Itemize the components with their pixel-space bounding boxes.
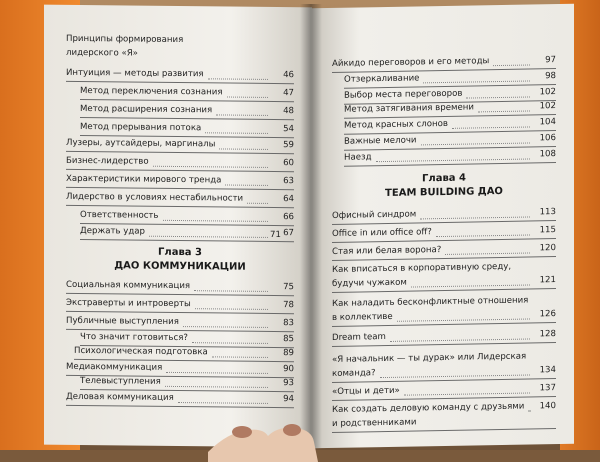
toc-page-number: 97 bbox=[545, 55, 556, 66]
toc-entry-title: Метод красных слонов bbox=[344, 118, 448, 131]
leader-dots bbox=[528, 410, 530, 411]
toc-page-number: 78 bbox=[283, 300, 294, 311]
toc-page-number: 93 bbox=[283, 378, 294, 389]
leader-dots bbox=[421, 142, 530, 145]
toc-page-number: 89 bbox=[283, 348, 294, 359]
toc-entry-title: команда? bbox=[332, 368, 376, 379]
leader-dots bbox=[153, 166, 268, 168]
leader-dots bbox=[376, 158, 530, 162]
toc-page-number: 48 bbox=[283, 106, 294, 117]
toc-entry-title: Метод прерывания потока bbox=[80, 121, 202, 134]
leader-dots bbox=[404, 392, 530, 395]
leader-dots bbox=[195, 308, 268, 310]
toc-page-number: 75 bbox=[283, 282, 294, 293]
toc-entry-title: Важные мелочи bbox=[344, 135, 417, 147]
toc-entry-title: Деловая коммуникация bbox=[66, 391, 174, 403]
toc-page-number: 113 bbox=[539, 207, 556, 218]
toc-entry-title: в коллективе bbox=[332, 311, 393, 323]
toc-page-number: 71 bbox=[270, 229, 281, 241]
right-toc-list bbox=[312, 4, 574, 449]
left-page bbox=[44, 5, 312, 448]
leader-dots bbox=[163, 220, 268, 222]
toc-entry bbox=[66, 49, 294, 63]
toc-entry-title: Лузеры, аутсайдеры, маргиналы bbox=[66, 137, 216, 150]
toc-entry-title: Интуиция — методы развития bbox=[66, 67, 204, 80]
toc-page-number: 54 bbox=[283, 124, 294, 135]
toc-entry-title: Как создать деловую команду с друзьями bbox=[332, 401, 525, 415]
leader-dots bbox=[183, 326, 268, 328]
fingernail bbox=[232, 426, 252, 438]
toc-entry-title: Медиакоммуникация bbox=[66, 361, 163, 373]
toc-entry-title: будучи чужаком bbox=[332, 277, 407, 289]
toc-page-number: 102 bbox=[539, 101, 556, 112]
toc-entry bbox=[332, 296, 556, 312]
toc-entry-title: Отзеркаливание bbox=[344, 73, 420, 85]
toc-page-number: 140 bbox=[539, 401, 556, 412]
toc-entry-title: «Отцы и дети» bbox=[332, 385, 400, 397]
toc-entry-title: Как вписаться в корпоративную среду, bbox=[332, 261, 512, 275]
toc-page-number: 115 bbox=[539, 225, 556, 236]
toc-page-number: 90 bbox=[283, 364, 294, 375]
toc-entry-title: Метод затягивания времени bbox=[344, 102, 474, 115]
toc-entry-title: Офисный синдром bbox=[332, 209, 417, 221]
toc-entry-title: и родственниками bbox=[332, 417, 417, 429]
toc-page-number: 108 bbox=[539, 149, 556, 160]
chapter-label: Глава 4 bbox=[422, 172, 466, 185]
toc-entry bbox=[332, 402, 556, 418]
book-gutter-shadow bbox=[300, 4, 322, 448]
toc-entry-title: Характеристики мирового тренда bbox=[66, 173, 222, 186]
toc-page-number: 102 bbox=[539, 87, 556, 98]
toc-entry bbox=[332, 262, 556, 278]
leader-dots bbox=[466, 96, 530, 98]
toc-entry-title: Office in или office off? bbox=[332, 227, 432, 239]
toc-entry-title: Как наладить бесконфликтные отношения bbox=[332, 295, 529, 309]
leader-dots bbox=[194, 290, 268, 292]
toc-page-number: 120 bbox=[539, 243, 556, 254]
leader-dots bbox=[397, 318, 530, 321]
toc-entry bbox=[332, 352, 556, 368]
leader-dots bbox=[166, 372, 268, 374]
leader-dots bbox=[411, 284, 530, 287]
right-page bbox=[312, 4, 574, 449]
toc-entry-title: лидерского «Я» bbox=[66, 47, 138, 59]
toc-entry-title: Социальная коммуникация bbox=[66, 279, 191, 292]
leader-dots bbox=[380, 374, 530, 378]
toc-page-number: 98 bbox=[545, 71, 556, 82]
toc-page-number: 134 bbox=[539, 365, 556, 376]
leader-dots bbox=[165, 386, 268, 388]
toc-entry-title: Психологическая подготовка bbox=[74, 345, 208, 358]
toc-entry-title: «Я начальник — ты дурак» или Лидерская bbox=[332, 351, 527, 365]
toc-entry-title: Метод переключения сознания bbox=[80, 85, 223, 98]
toc-entry-title: Держать удар bbox=[80, 225, 146, 237]
leader-dots bbox=[205, 132, 268, 134]
leader-dots bbox=[247, 203, 268, 204]
toc-page-number: 63 bbox=[283, 176, 294, 187]
toc-entry-title: Айкидо переговоров и его методы bbox=[332, 56, 490, 69]
leader-dots bbox=[149, 236, 268, 238]
toc-page-number: 85 bbox=[283, 334, 294, 345]
hand-fingers bbox=[208, 402, 318, 462]
leader-dots bbox=[452, 126, 530, 128]
leader-dots bbox=[420, 216, 530, 219]
toc-page-number: 59 bbox=[283, 140, 294, 151]
leader-dots bbox=[208, 78, 268, 80]
toc-entry-title: Ответственность bbox=[80, 209, 159, 221]
toc-page-number: 83 bbox=[283, 318, 294, 329]
toc-entry-title: Dream team bbox=[332, 331, 386, 343]
toc-entry-title: Телевыступления bbox=[80, 375, 161, 387]
leader-dots bbox=[445, 252, 530, 254]
leader-dots bbox=[225, 184, 268, 185]
leader-dots bbox=[212, 356, 268, 358]
toc-entry-title: Бизнес-лидерство bbox=[66, 155, 149, 167]
toc-entry-title: Экстраверты и интроверты bbox=[66, 297, 191, 310]
toc-page-number: 46 bbox=[283, 70, 294, 81]
leader-dots bbox=[219, 148, 268, 150]
toc-page-number: 64 bbox=[283, 194, 294, 205]
toc-entry-title: Принципы формирования bbox=[66, 33, 184, 46]
toc-entry-title: Метод расширения сознания bbox=[80, 103, 213, 116]
fingernail bbox=[283, 424, 301, 436]
leader-dots bbox=[436, 234, 530, 237]
toc-entry bbox=[66, 35, 294, 49]
leader-dots bbox=[227, 97, 269, 98]
toc-entry-title: Публичные выступления bbox=[66, 315, 179, 328]
leader-dots bbox=[192, 342, 268, 344]
toc-page-number: 47 bbox=[283, 88, 294, 99]
toc-page-number: 128 bbox=[539, 329, 556, 340]
toc-page-number: 60 bbox=[283, 158, 294, 169]
toc-entry-title: Что значит готовиться? bbox=[80, 331, 188, 344]
toc-entry-title: Лидерство в условиях нестабильности bbox=[66, 191, 244, 204]
toc-entry-title: Выбор места переговоров bbox=[344, 88, 463, 101]
leader-dots bbox=[216, 114, 268, 116]
toc-entry-title: Стая или белая ворона? bbox=[332, 245, 442, 257]
left-toc-list bbox=[44, 5, 312, 448]
toc-page-number: 121 bbox=[539, 275, 556, 286]
toc-page-number: 104 bbox=[539, 117, 556, 128]
toc-page-number: 67 bbox=[283, 228, 294, 239]
chapter-label: Глава 3 bbox=[158, 246, 202, 259]
toc-page-number: 106 bbox=[539, 133, 556, 144]
toc-page-number: 94 bbox=[283, 394, 294, 405]
leader-dots bbox=[390, 338, 530, 341]
chapter-title: TEAM BUILDING ДАО bbox=[385, 185, 503, 200]
toc-page-number: 137 bbox=[539, 383, 556, 394]
leader-dots bbox=[493, 64, 530, 66]
leader-dots bbox=[423, 80, 530, 83]
chapter-title: ДАО КОММУНИКАЦИИ bbox=[114, 260, 246, 273]
toc-page-number: 66 bbox=[283, 212, 294, 223]
leader-dots bbox=[478, 110, 530, 112]
toc-entry-title: Наезд bbox=[344, 152, 372, 163]
toc-page-number: 126 bbox=[539, 309, 556, 320]
